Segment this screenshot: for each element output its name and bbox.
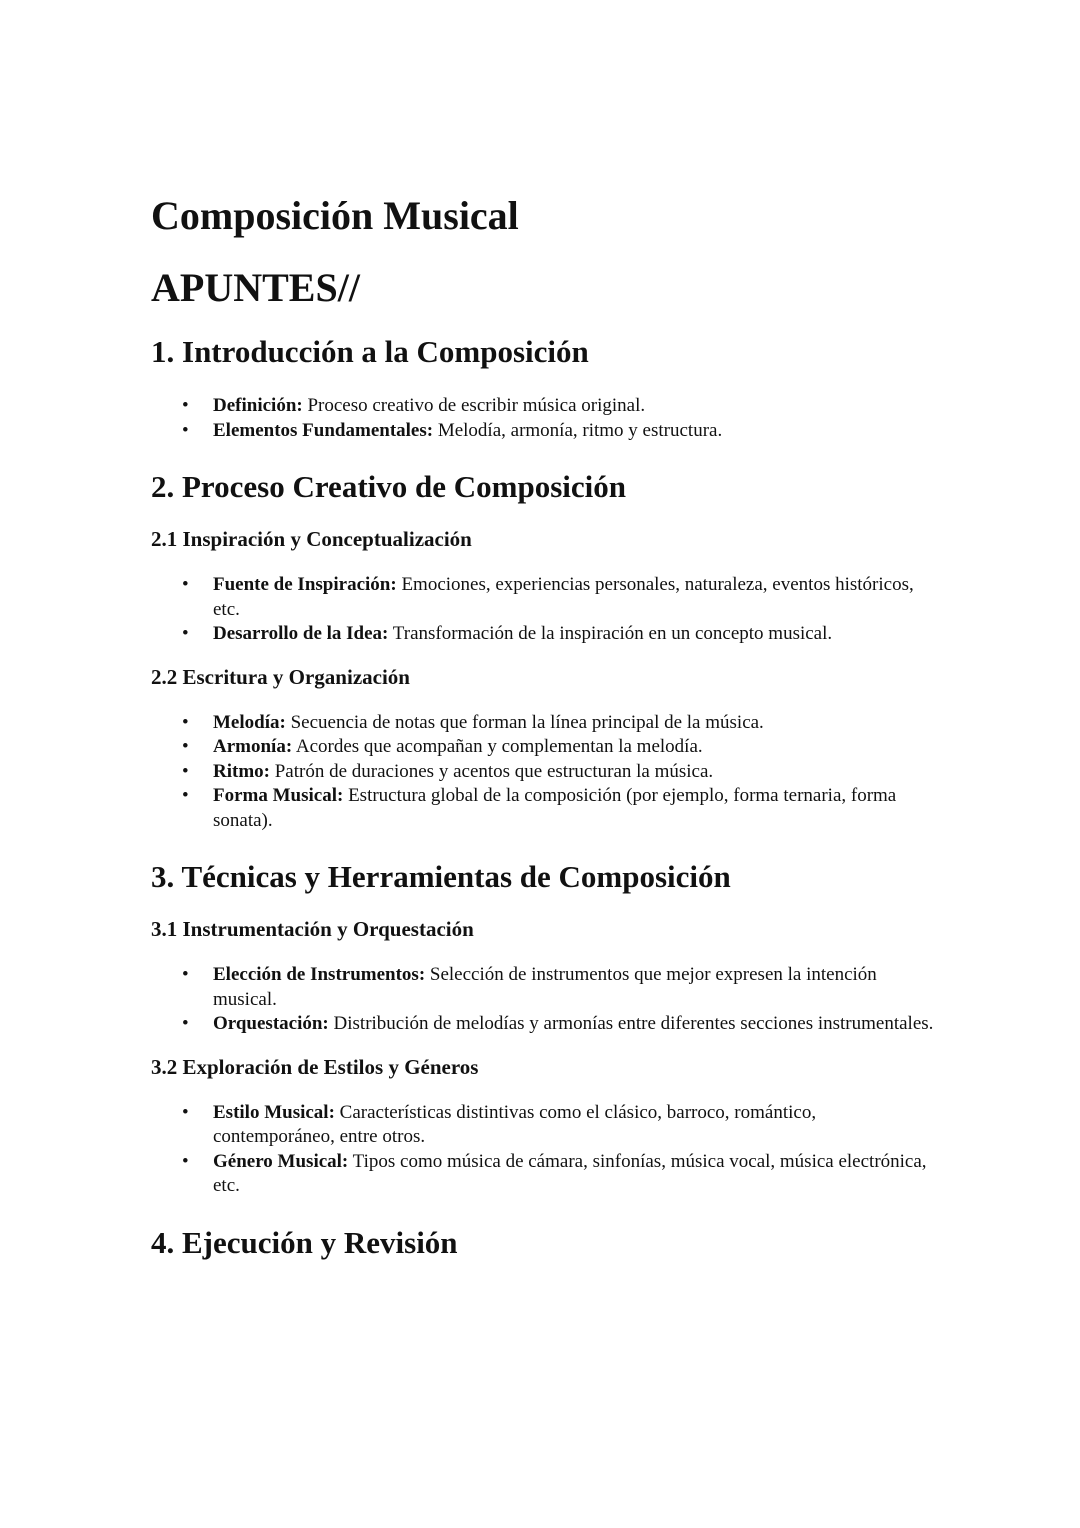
item-term: Género Musical: — [213, 1150, 349, 1172]
bullet-icon: • — [182, 964, 189, 985]
subsection-heading-3-2: 3.2 Exploración de Estilos y Géneros — [151, 1054, 479, 1079]
subsection-3-2-list — [151, 1101, 941, 1199]
item-term: Elementos Fundamentales: — [213, 419, 434, 441]
bullet-icon: • — [182, 1013, 189, 1034]
item-term: Desarrollo de la Idea: — [213, 623, 389, 644]
list-item — [151, 394, 941, 419]
section-heading-1: 1. Introducción a la Composición — [151, 334, 589, 369]
list-item — [151, 573, 941, 622]
item-term: Melodía: — [213, 711, 286, 733]
bullet-icon: • — [182, 736, 189, 757]
list-item — [151, 963, 941, 1012]
item-term: Forma Musical: — [213, 785, 344, 806]
list-item — [151, 784, 941, 833]
section-1-list — [151, 394, 941, 443]
section-heading-4: 4. Ejecución y Revisión — [151, 1224, 458, 1260]
bullet-icon: • — [182, 760, 189, 782]
section-heading-3: 3. Técnicas y Herramientas de Composición — [151, 859, 731, 894]
item-text: Proceso creativo de escribir música original. — [302, 395, 646, 416]
bullet-icon: • — [182, 1150, 189, 1172]
bullet-icon: • — [182, 711, 189, 733]
item-text: Estructura global de la composición (por ejemplo, forma ternaria, forma sonata). — [213, 785, 897, 831]
item-text: Melodía, armonía, ritmo y estructura. — [433, 419, 723, 441]
subsection-heading-2-2: 2.2 Escritura y Organización — [151, 664, 410, 689]
list-item — [151, 622, 941, 647]
subsection-2-2-list — [151, 711, 941, 834]
bullet-icon: • — [182, 623, 189, 644]
subsection-heading-2-1: 2.1 Inspiración y Conceptualización — [151, 527, 472, 551]
subsection-3-1-list — [151, 963, 941, 1037]
item-term: Orquestación: — [213, 1013, 329, 1034]
item-text: Selección de instrumentos que mejor expresen la intención musical. — [213, 964, 877, 1010]
bullet-icon: • — [182, 395, 189, 416]
document-title: Composición Musical — [151, 193, 519, 238]
item-text: Transformación de la inspiración en un concepto musical. — [388, 623, 833, 644]
bullet-icon: • — [182, 785, 189, 806]
item-text: Características distintivas como el clásico, barroco, romántico, contemporáneo, entre otros. — [213, 1101, 817, 1147]
item-text: Acordes que acompañan y complementan la melodía. — [292, 736, 703, 757]
item-text: Tipos como música de cámara, sinfonías, música vocal, música electrónica, etc. — [213, 1150, 927, 1196]
list-item — [151, 1012, 941, 1037]
item-text: Emociones, experiencias personales, naturaleza, eventos históricos, etc. — [213, 574, 914, 620]
item-term: Armonía: — [213, 736, 293, 757]
list-item — [151, 1150, 941, 1199]
bullet-icon: • — [182, 574, 189, 595]
item-term: Elección de Instrumentos: — [213, 964, 426, 985]
list-item — [151, 760, 941, 785]
list-item — [151, 419, 941, 444]
item-text: Patrón de duraciones y acentos que estructuran la música. — [269, 760, 714, 782]
item-term: Estilo Musical: — [213, 1101, 335, 1123]
list-item — [151, 735, 941, 760]
subsection-heading-3-1: 3.1 Instrumentación y Orquestación — [151, 917, 474, 941]
bullet-icon: • — [182, 419, 189, 441]
section-heading-2: 2. Proceso Creativo de Composición — [151, 469, 626, 504]
document-page — [151, 190, 941, 1263]
item-text: Distribución de melodías y armonías entre diferentes secciones instrumentales. — [328, 1013, 934, 1034]
subsection-2-1-list — [151, 573, 941, 647]
bullet-icon: • — [182, 1101, 189, 1123]
list-item — [151, 711, 941, 736]
list-item — [151, 1101, 941, 1150]
item-term: Definición: — [213, 395, 303, 416]
item-text: Secuencia de notas que forman la línea principal de la música. — [285, 711, 764, 733]
document-subtitle: APUNTES// — [151, 265, 360, 310]
item-term: Ritmo: — [213, 760, 270, 782]
item-term: Fuente de Inspiración: — [213, 574, 397, 595]
